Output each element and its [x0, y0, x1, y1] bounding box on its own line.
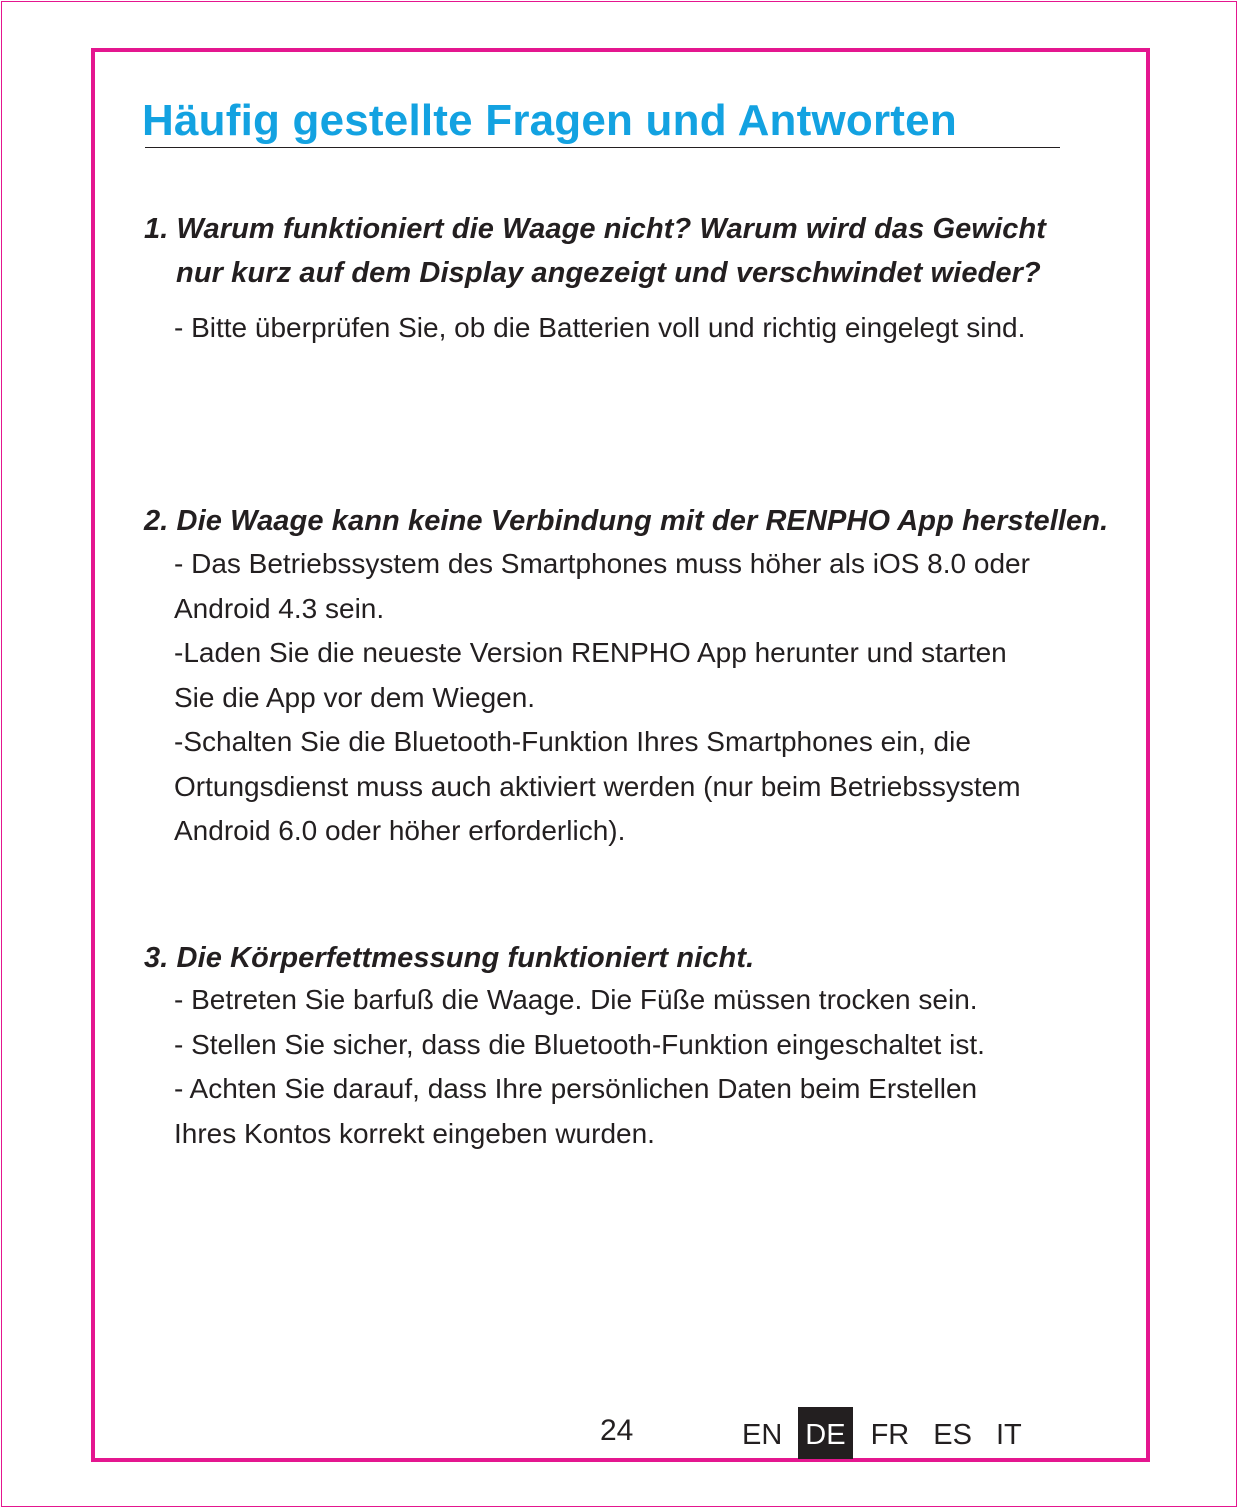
- faq-answer-1: [174, 306, 1025, 351]
- faq-question-1: [144, 207, 1046, 295]
- faq-question-1-line-2: nur kurz auf dem Display angezeigt und verschwindet wieder?: [176, 257, 1041, 289]
- faq-question-3-line-1: 3. Die Körperfettmessung funktioniert nicht.: [144, 942, 755, 974]
- faq-answer-3-line-2: - Stellen Sie sicher, dass die Bluetooth-Funktion eingeschaltet ist.: [174, 1028, 985, 1060]
- lang-it[interactable]: IT: [995, 1419, 1022, 1451]
- faq-answer-2-line-7: Android 6.0 oder höher erforderlich).: [174, 815, 626, 846]
- title-divider: [145, 147, 1060, 148]
- faq-answer-2-line-1: - Das Betriebssystem des Smartphones muss höher als iOS 8.0 oder: [174, 548, 1030, 579]
- lang-en[interactable]: EN: [742, 1419, 783, 1451]
- faq-answer-3-line-1: - Betreten Sie barfuß die Waage. Die Füße müssen trocken sein.: [174, 984, 978, 1015]
- faq-question-3: [144, 936, 754, 980]
- faq-question-1-line-1: 1. Warum funktioniert die Waage nicht? Warum wird das Gewicht: [144, 213, 1047, 245]
- faq-answer-2-line-5: -Schalten Sie die Bluetooth-Funktion Ihres Smartphones ein, die: [174, 726, 971, 757]
- language-switcher: [736, 1407, 1028, 1459]
- faq-answer-2-line-4: Sie die App vor dem Wiegen.: [174, 681, 536, 713]
- faq-question-2: [144, 499, 1108, 543]
- page-number: 24: [600, 1414, 634, 1447]
- lang-de[interactable]: DE: [798, 1407, 852, 1459]
- faq-answer-2-line-2: Android 4.3 sein.: [174, 592, 385, 624]
- faq-answer-3-line-4: Ihres Kontos korrekt eingeben wurden.: [174, 1117, 655, 1149]
- faq-answer-2: [174, 542, 1030, 854]
- faq-answer-2-line-3: -Laden Sie die neueste Version RENPHO App herunter und starten: [174, 637, 1007, 668]
- lang-fr[interactable]: FR: [870, 1419, 910, 1451]
- faq-answer-3: [174, 978, 985, 1156]
- page-title: Häufig gestellte Fragen und Antworten: [142, 96, 957, 145]
- lang-es[interactable]: ES: [933, 1419, 972, 1451]
- faq-answer-3-line-3: - Achten Sie darauf, dass Ihre persönlichen Daten beim Erstellen: [174, 1073, 978, 1104]
- faq-answer-2-line-6: Ortungsdienst muss auch aktiviert werden (nur beim Betriebssystem: [174, 770, 1021, 802]
- faq-answer-1-line-1: - Bitte überprüfen Sie, ob die Batterien voll und richtig eingelegt sind.: [174, 312, 1026, 343]
- faq-question-2-line-1: 2. Die Waage kann keine Verbindung mit der RENPHO App herstellen.: [144, 505, 1109, 537]
